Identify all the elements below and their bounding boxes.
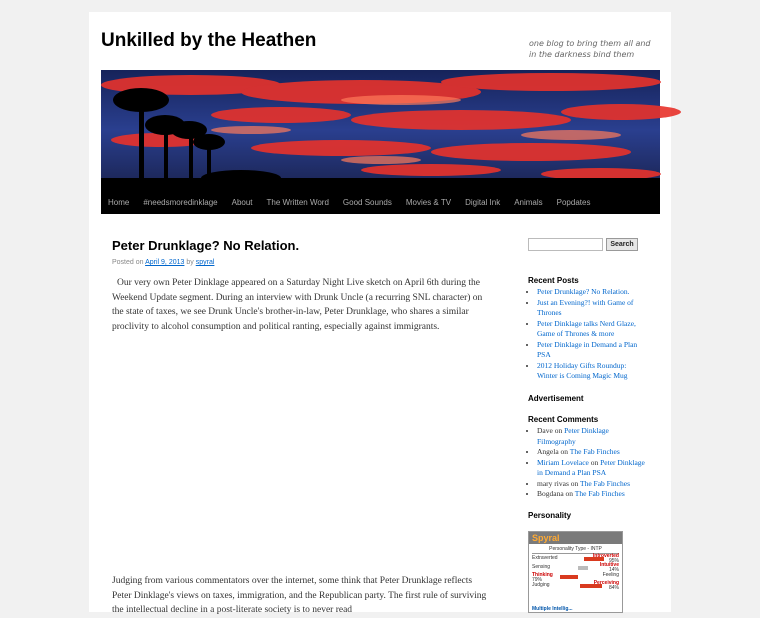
nav-item-digital-ink[interactable]: Digital Ink <box>465 197 501 207</box>
comment-author: Angela <box>537 447 559 456</box>
post-meta <box>112 259 497 266</box>
post-title[interactable]: Peter Drunklage? No Relation. <box>112 238 300 253</box>
page-wrapper <box>89 12 671 615</box>
by-label: by <box>186 259 194 266</box>
personality-type: Personality Type - INTP <box>532 546 619 554</box>
main-navigation <box>101 190 660 214</box>
trait-pct: 84% <box>608 584 619 591</box>
post-paragraph: Judging from various commentators over the internet, some think that Peter Drunklage reflects Peter Dinklage's views on taxes, immigration, and the Republican party. The first rule of surviving the intellectual decline in a post-literate society is to never read <box>112 576 487 615</box>
comment-post-link[interactable]: Peter Dinklage in Demand a Plan PSA <box>537 457 645 477</box>
trait-right: Feeling <box>602 572 619 578</box>
comment-author: Dave <box>537 426 553 435</box>
trait-left: Thinking <box>532 572 553 578</box>
comment-post-link[interactable]: Peter Dinklage Filmography <box>537 426 609 446</box>
personality-heading: Personality <box>528 511 572 520</box>
on-label: on <box>565 489 574 498</box>
nav-item-needsmoredinklage[interactable]: #needsmoredinklage <box>143 197 218 207</box>
list-item <box>537 287 646 298</box>
main-content <box>112 238 497 615</box>
trait-left: Judging <box>532 582 550 588</box>
recent-post-link[interactable]: Peter Drunklage? No Relation. <box>537 287 630 296</box>
trait-pct: 95% <box>608 557 619 564</box>
trait-left: Sensing <box>532 564 551 570</box>
search-input[interactable] <box>528 238 603 251</box>
recent-post-link[interactable]: Peter Dinklage in Demand a Plan PSA <box>537 339 638 359</box>
recent-post-link[interactable]: 2012 Holiday Gifts Roundup: Winter is Coming Magic Mug <box>537 360 628 380</box>
trait-bar <box>560 575 578 579</box>
recent-post-link[interactable]: Just an Evening?! with Game of Thrones <box>537 297 634 317</box>
posted-on-label: Posted on <box>112 259 144 266</box>
search-button[interactable]: Search <box>606 238 638 251</box>
trait-right: Introverted <box>592 553 619 559</box>
site-description: one blog to bring them all and in the darkness bind them <box>529 39 651 59</box>
trait-right: Perceiving <box>593 580 619 586</box>
list-item <box>537 340 646 361</box>
on-label: on <box>570 478 579 488</box>
personality-row <box>532 581 619 590</box>
list-item <box>537 319 646 340</box>
nav-item-popdates[interactable]: Popdates <box>556 197 591 207</box>
list-item <box>537 361 646 382</box>
list-item <box>537 489 646 500</box>
on-label: on <box>560 447 569 456</box>
post-date-link[interactable]: April 9, 2013 <box>145 259 185 266</box>
comment-post-link[interactable]: The Fab Finches <box>569 447 620 456</box>
recent-post-link[interactable]: Peter Dinklage talks Nerd Glaze, Game of Thrones & more <box>537 318 636 338</box>
personality-widget-name: Spyral <box>529 532 622 544</box>
comment-post-link[interactable]: The Fab Finches <box>580 478 630 488</box>
recent-posts-list <box>528 287 646 382</box>
personality-row <box>532 563 619 572</box>
list-item <box>537 479 646 490</box>
comment-author: mary rivas <box>537 478 569 488</box>
trait-bar <box>578 566 588 570</box>
advertisement-heading: Advertisement <box>528 394 584 403</box>
site-title[interactable]: Unkilled by the Heathen <box>101 30 317 51</box>
on-label: on <box>554 426 563 435</box>
nav-item-about[interactable]: About <box>231 197 253 207</box>
trait-pct: 79% <box>532 576 543 583</box>
list-item <box>537 447 646 458</box>
personality-footer-link[interactable]: Multiple Intellig... <box>532 606 573 612</box>
nav-item-written-word[interactable]: The Written Word <box>266 197 329 207</box>
trait-right: Intuitive <box>599 562 619 568</box>
recent-comments-heading: Recent Comments <box>528 415 599 424</box>
personality-widget[interactable] <box>528 531 623 613</box>
post-author-link[interactable]: spyral <box>195 259 215 266</box>
header-image <box>101 70 660 190</box>
nav-item-good-sounds[interactable]: Good Sounds <box>342 197 392 207</box>
list-item <box>537 426 646 447</box>
list-item <box>537 298 646 319</box>
comment-post-link[interactable]: The Fab Finches <box>574 489 625 498</box>
comment-author: Bogdana <box>537 489 564 498</box>
post-paragraph: Our very own Peter Dinklage appeared on a Saturday Night Live sketch on April 6th during the Weekend Update segment. During an interview with Drunk Uncle (a recurring SNL character) on the state of taxes, we see Drunk Uncle's brother-in-law, Peter Drunklage, who shares a similar proclivity to alcohol consumption and political ranting, especially against immigrants. <box>112 278 483 332</box>
trait-left: Extraverted <box>532 555 558 561</box>
list-item <box>537 458 646 479</box>
nav-item-animals[interactable]: Animals <box>514 197 543 207</box>
comment-author-link[interactable]: Miriam Lovelace <box>537 457 589 467</box>
recent-comments-list <box>528 426 646 500</box>
nav-item-home[interactable]: Home <box>108 197 130 207</box>
nav-item-movies-tv[interactable]: Movies & TV <box>405 197 452 207</box>
on-label: on <box>590 457 599 467</box>
recent-posts-heading: Recent Posts <box>528 276 579 285</box>
trait-pct: 14% <box>608 566 619 573</box>
